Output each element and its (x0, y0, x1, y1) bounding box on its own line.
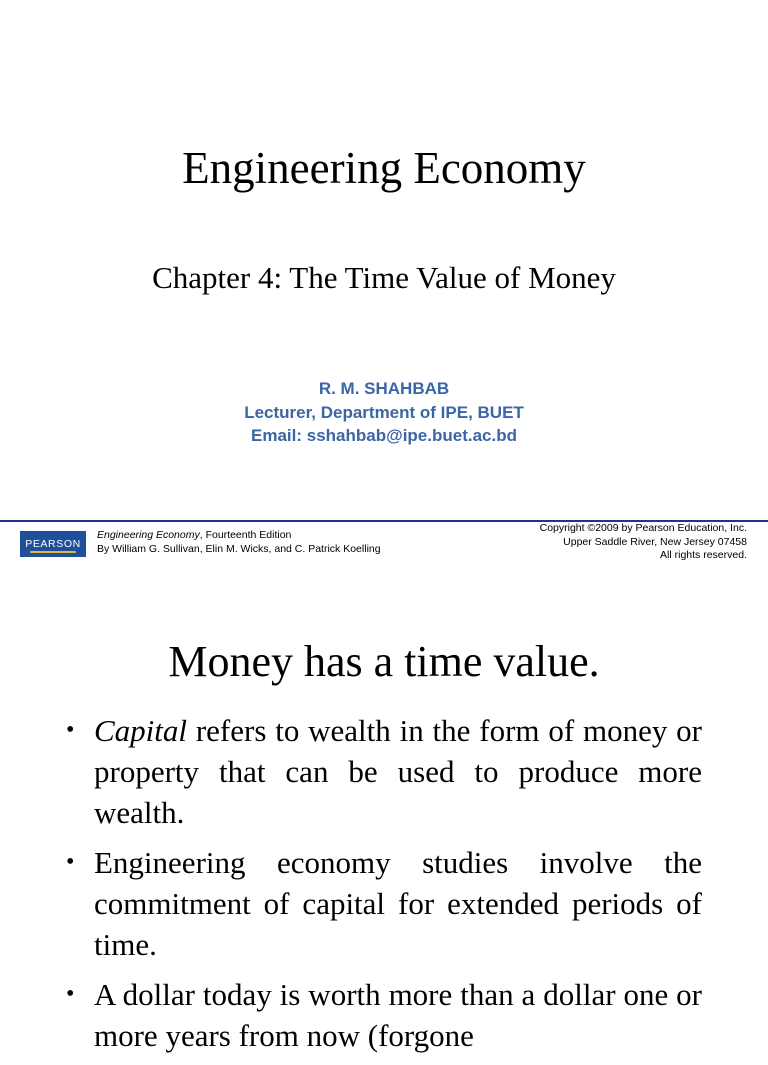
author-email: Email: sshahbab@ipe.buet.ac.bd (251, 426, 517, 445)
book-authors: By William G. Sullivan, Elin M. Wicks, and C. Patrick Koelling (97, 543, 381, 555)
copyright-line1: Copyright ©2009 by Pearson Education, Inc. (539, 522, 747, 534)
bullet-text: refers to wealth in the form of money or property that can be used to produce more wealth. (94, 713, 702, 830)
logo-swoosh-icon (30, 551, 76, 553)
copyright-block (540, 522, 747, 563)
slide-title: Engineering Economy (182, 143, 586, 193)
bullet-item (62, 710, 702, 833)
logo-text: PEARSON (25, 538, 81, 550)
slide-footer (0, 522, 768, 566)
bullet-list (62, 710, 702, 1065)
bullet-icon: • (66, 981, 75, 1007)
author-name: R. M. SHAHBAB (318, 379, 450, 398)
book-info (97, 528, 381, 556)
bullet-icon: • (66, 849, 75, 875)
slide-subtitle: Chapter 4: The Time Value of Money (152, 260, 616, 295)
book-title: Engineering Economy (97, 529, 200, 541)
bullet-text: A dollar today is worth more than a dollar one or more years from now (forgone (94, 977, 702, 1053)
slide-heading: Money has a time value. (168, 637, 600, 686)
content-slide (0, 590, 768, 1053)
bullet-item (62, 974, 702, 1056)
copyright-line3: All rights reserved. (660, 549, 747, 561)
bullet-text: Engineering economy studies involve the commitment of capital for extended periods of time. (94, 845, 702, 962)
bullet-lead: Capital (94, 713, 188, 748)
author-role: Lecturer, Department of IPE, BUET (244, 402, 524, 422)
title-slide (0, 0, 768, 520)
author-block (0, 377, 768, 448)
pearson-logo (20, 531, 86, 557)
bullet-item (62, 842, 702, 965)
book-edition: , Fourteenth Edition (199, 529, 292, 541)
copyright-line2: Upper Saddle River, New Jersey 07458 (563, 535, 747, 548)
bullet-icon: • (66, 717, 75, 743)
